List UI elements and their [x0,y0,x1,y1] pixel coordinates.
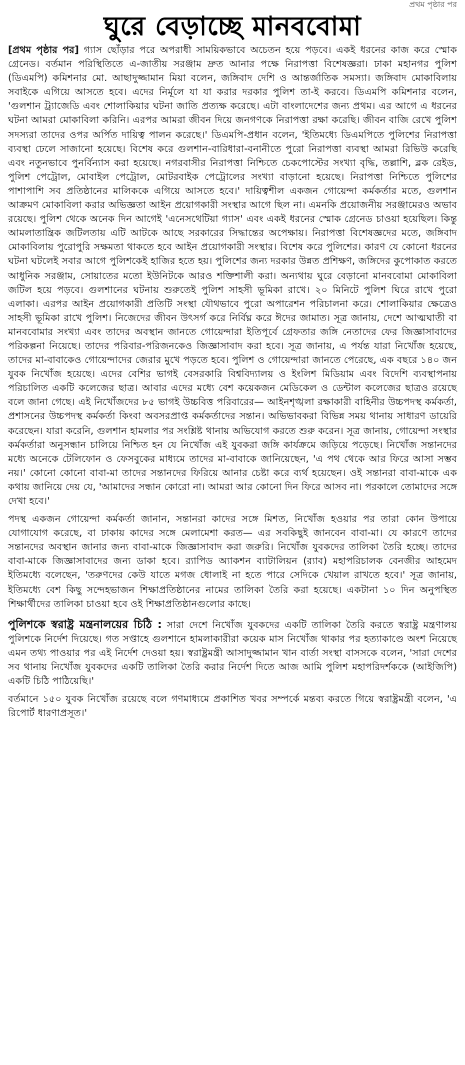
page-topline: প্রথম পৃষ্ঠার পর [409,0,457,9]
article-body [8,44,457,721]
paragraph-text: বর্তমানে ১৫০ যুবক নিখোঁজ রয়েছে বলে গণমাধ্যমে প্রকাশিত খবর সম্পর্কে মন্তব্য করতে গিয়ে স্বরাষ্ট্রমন্ত্রী বলেন, 'এ রিপোর্ট ধারণাপ্রসূত।' [8,694,457,720]
ministry-letter-section [8,618,457,689]
paragraph-text: পদস্থ একজন গোয়েন্দা কর্মকর্তা জানান, সন্তানরা কাদের সঙ্গে মিশত, নিখোঁজ হওয়ার পর তারা কোন উপায়ে যোগাযোগ করেছে, বা ঢাকায় কাদের সঙ্গে মেলামেশা করত— এর সবকিছুই জানবেন বাবা-মা। যে কারণে তাদের সন্তানদের অবস্থান জানার জন্য বাবা-মাকে জিজ্ঞাসাবাদ করা জরুরি। নিখোঁজ যুবকদের তালিকা তৈরি হচ্ছে। তাদের বাবা-মাকে জিজ্ঞাসাবাদের জন্য ডাকা হবে। র‍্যাপিড অ্যাকশন ব্যাটালিয়ন (র‍্যাব) মহাপরিচালক বেনজীর আহমেদ ইতিমধ্যে বলেছেন, 'তরুণদের কেউ যাতে মগজ ধোলাই না হতে পারে সেদিকে খেয়াল রাখতে হবে।' সূত্র জানায়, ইতিমধ্যে বেশ কিছু সন্দেহভাজন শিক্ষাপ্রতিষ্ঠানের নামের তালিকা তৈরি করা হয়েছে। একটানা ১০ দিন অনুপস্থিত শিক্ষার্থীদের তালিকা চাওয়া হবে ওই শিক্ষাপ্রতিষ্ঠানগুলোর কাছে। [8,514,457,610]
section-text: সারা দেশে নিখোঁজ যুবকদের একটি তালিকা তৈরি করতে স্বরাষ্ট্র মন্ত্রণালয় পুলিশকে নির্দেশ দিয়েছে। গত সপ্তাহে গুলশানে হামলাকারীরা কয়েক মাস নিখোঁজ থাকার পর হত্যাকাণ্ডে অংশ নিয়েছে এমন তথ্য পাওয়ার পর এই নির্দেশ দেওয়া হয়। স্বরাষ্ট্রমন্ত্রী আসাদুজ্জামান খান বার্তা সংস্থা বাসসকে বলেন, 'সারা দেশের সব থানায় নিখোঁজ যুবকদের একটি তালিকা তৈরি করার নির্দেশ দিতে আজ আমি পুলিশ মহাপরিদর্শককে (আইজিপি) একটি চিঠি পাঠিয়েছি।' [8,619,457,688]
paragraph-text: গ্যাস ছোঁড়ার পরে অপরাধী সাময়িকভাবে অচেতন হয়ে পড়বে। একই ধরনের কাজ করে স্মোক গ্রেনেড। বর্তমান পরিস্থিতিতে এ-জাতীয় সরঞ্জাম দ্রুত আনার পক্ষে নিরাপত্তা বিশেষজ্ঞরা। ঢাকা মহানগর পুলিশ (ডিএমপি) কমিশনার মো. আছাদুজ্জামান মিয়া বলেন, জঙ্গিবাদ দেশি ও আন্তর্জাতিক সমস্যা। জঙ্গিবাদ মোকাবিলায় সবাইকে এগিয়ে আসতে হবে। এদের নির্মূলে যা যা করার দরকার পুলিশ তা-ই করবে। ডিএমপি কমিশনার বলেন, 'গুলশান ট্র্যাজেডি এবং শোলাকিয়ার ঘটনা জাতি প্রত্যক্ষ করেছে। এটা বাংলাদেশের জন্য প্রথম। এর আগে এ ধরনের ঘটনা আমরা মোকাবিলা করিনি। এরপর আমরা জীবন দিয়ে জনগণকে নিরাপত্তা রক্ষা করেছি। জীবন বাজি রেখে পুলিশ সদস্যরা তাদের ওপর অর্পিত দায়িত্ব পালন করেছে।' ডিএমপি-প্রধান বলেন, 'ইতিমধ্যে ডিএমপিতে পুলিশের নিরাপত্তা ব্যবস্থা ঢেলে সাজানো হয়েছে। বিশেষ করে গুলশান-বারিধারা-বনানীতে পুরো নিরাপত্তা ব্যবস্থা আমরা রিভিউ করেছি এবং নতুনভাবে পুনর্বিন্যাস করা হয়েছে। নগরবাসীর নিরাপত্তা নিশ্চিতে চেকপোস্টের সংখ্যা বৃদ্ধি, তল্লাশি, ব্লক রেইড, পুলিশ পেট্রোল, মোবাইল পেট্রোল, মোটরবাইক পেট্রোলের সংখ্যা বাড়ানো হয়েছে। নিরাপত্তা নিশ্চিতে পুলিশের পাশাপাশি সব প্রতিষ্ঠানের মালিককে এগিয়ে আসতে হবে।' দায়িত্বশীল একজন গোয়েন্দা কর্মকর্তার মতে, গুলশান আক্রমণ মোকাবিলা করার অভিজ্ঞতা আইন প্রয়োগকারী সংস্থার আগে ছিল না। এমনকি প্রয়োজনীয় সরঞ্জামেরও অভাব রয়েছে। পুলিশ থেকে অনেক দিন আগেই 'এনেসথেটিয়া গ্যাস' এবং একই ধরনের স্মোক গ্রেনেড চাওয়া হয়েছিল। কিন্তু আমলাতান্ত্রিক জটিলতায় এটি আটকে আছে সরকারের সিদ্ধান্তের অপেক্ষায়। নিরাপত্তা বিশেষজ্ঞদের মতে, জঙ্গিবাদ মোকাবিলায় পুরোপুরি সক্ষমতা থাকতে হবে আইন প্রয়োগকারী সংস্থার। বিশেষ করে পুলিশের। কারণ যে কোনো ধরনের ঘটনা ঘটলেই সবার আগে পুলিশকেই হাজির হতে হয়। পুলিশের জন্য দরকার উন্নত প্রশিক্ষণ, জঙ্গিদের কুপোকাত করতে আধুনিক সরঞ্জাম, সোয়াতের মতো ইউনিটকে আরও শক্তিশালী করা। অন্যথায় ঘুরে বেড়ানো মানববোমা মোকাবিলা জটিল হয়ে পড়বে। গুলশানের ঘটনায় শুরুতেই পুলিশ সাহসী ভূমিকা রাখে। ২০ মিনিটে পুলিশ ঘিরে রাখে পুরো এলাকা। এরপর আইন প্রয়োগকারী প্রতিটি সংস্থা যৌথভাবে পুরো অপারেশন পরিচালনা করে। শোলাকিয়ার ক্ষেত্রেও সাহসী ভূমিকা রাখে পুলিশ। নিজেদের জীবন উৎসর্গ করে নির্বিঘ্ন করে ঈদের জামাত। সূত্র জানায়, দেশে আত্মঘাতী বা মানববোমার সংখ্যা এবং তাদের অবস্থান জানতে গোয়েন্দারা ইতিপূর্বে গ্রেফতার জঙ্গি নেতাদের ফের জিজ্ঞাসাবাদের পরিকল্পনা নিয়েছে। তাদের পরিবার-পরিজনকেও জিজ্ঞাসাবাদ করা হবে। সূত্র জানায়, এ পর্যন্ত যারা নিখোঁজ হয়েছে, তাদের মা-বাবাকেও গোয়েন্দাদের জেরার মুখে পড়তে হবে। পুলিশ ও গোয়েন্দারা জানতে পেরেছে, এক বছরে ১৪০ জন যুবক নিখোঁজ হয়েছে। এদের বেশির ভাগই বেসরকারি বিশ্ববিদ্যালয় ও ইংলিশ মিডিয়াম এবং বিদেশি ব্যবস্থাপনায় পরিচালিত একটি কলেজের ছাত্র। আবার এদের মধ্যে বেশ কয়েকজন মেডিকেল ও ডেন্টাল কলেজের ছাত্রও রয়েছে বলে জানা গেছে। এই নিখোঁজদের ৮৫ ভাগই উচ্চবিত্ত পরিবারের— আইনশৃঙ্খলা রক্ষাকারী বাহিনীর উচ্চপদস্থ কর্মকর্তা, প্রশাসনের উচ্চপদস্থ কর্মকর্তা কিংবা অবসরপ্রাপ্ত কর্মকর্তাদের সন্তান। অভিভাবকরা বিভিন্ন সময় থানায় সাধারণ ডায়েরি করেছেন। যারা করেনি, গুলশান হামলার পর সংশ্লিষ্ট থানায় অভিযোগ করতে শুরু করেন। সূত্র জানায়, গোয়েন্দা সংস্থার কর্মকর্তারা অনুসন্ধান চালিয়ে নিশ্চিত হন যে নিখোঁজ এই যুবকরা জঙ্গি কার্যক্রমে জড়িয়ে পড়েছে। নিখোঁজ সন্তানদের মধ্যে অনেকে টেলিফোন ও ফেসবুকের মাধ্যমে তাদের মা-বাবাকে জানিয়েছেন, 'এ পথ থেকে আর ফিরে আসা সম্ভব নয়।' কোনো কোনো বাবা-মা তাদের সন্তানদের ফিরিয়ে আনার চেষ্টা করে ব্যর্থ হয়েছেন। ওই সন্তানরা বাবা-মাকে এক কথায় জানিয়ে দেয় যে, 'আমাদের সন্ধান কোরো না। আমরা আর কোনো দিন ফিরে আসব না। পরকালে তোমাদের সঙ্গে দেখা হবে।' [8,45,457,507]
article-paragraph-1 [8,44,457,509]
article-paragraph-2 [8,513,457,612]
headline: ঘুরে বেড়াচ্ছে মানববোমা [103,12,362,42]
continuation-tag: [প্রথম পৃষ্ঠার পর] [8,45,79,56]
section-title: পুলিশকে স্বরাষ্ট্র মন্ত্রনালয়ের চিঠি : [8,617,162,631]
closing-paragraph [8,693,457,721]
